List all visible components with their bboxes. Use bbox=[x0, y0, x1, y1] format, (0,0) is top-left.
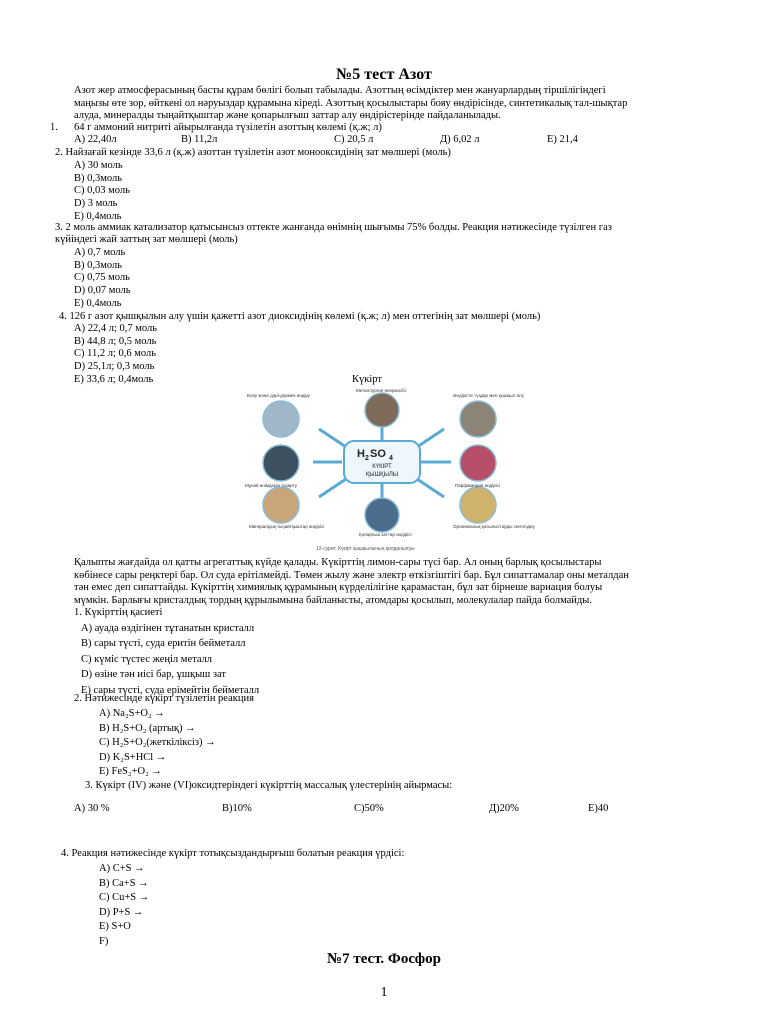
sulfuric-acid-diagram bbox=[241, 387, 535, 554]
option-e: Е) S+O bbox=[99, 921, 131, 933]
option-c: С) 0,03 моль bbox=[74, 185, 130, 197]
page-title: №5 тест Азот bbox=[336, 66, 432, 83]
option-c: С) Cu+S → bbox=[99, 892, 150, 904]
option-a: А) Na₂S+O₂ → bbox=[99, 708, 165, 719]
option-b: В) H₂S+O₂ (артық) → bbox=[99, 722, 196, 734]
option-a: А) ауада өздігінен тұтанатын кристалл bbox=[81, 623, 255, 634]
figure-label: Парфюмерия өндірісі bbox=[455, 483, 500, 488]
option-a: А) 22,4 л; 0,7 моль bbox=[74, 323, 158, 334]
oil-refining-icon bbox=[263, 445, 299, 481]
option-c: С) күміс түстес жеңіл металл bbox=[81, 653, 213, 665]
option-b: В) 0,3моль bbox=[74, 259, 123, 271]
formula-sub: 4 bbox=[389, 455, 393, 462]
azot-intro-line: маңызы өте зор, өйткені ол нәруыздар құрамына кіреді. Азоттың қосылыстары бояу өндірісінде, синтетикалық тал-шықтар bbox=[74, 97, 628, 109]
option-a: А) 22,40л bbox=[74, 134, 117, 145]
formula-sub: 2 bbox=[365, 455, 369, 462]
page-number: 1 bbox=[380, 985, 388, 1000]
formula-so: SO bbox=[370, 448, 386, 460]
options-list bbox=[74, 160, 130, 224]
figure-label: Қопарғыш заттар өндірісі bbox=[359, 532, 412, 537]
options-list bbox=[74, 247, 131, 311]
option-e: Е)40 bbox=[588, 803, 609, 814]
question-text: 64 г аммоний нитриті айырылғанда түзілетін азоттың көлемі (қ.ж; л) bbox=[74, 122, 382, 133]
option-e: Е) FeS₂+O₂ → bbox=[99, 766, 162, 778]
figure-label: Органикалық қосылыстарды синтездеу bbox=[453, 524, 535, 529]
option-b: В) 0,3моль bbox=[74, 172, 123, 184]
metallurgy-icon bbox=[365, 393, 399, 427]
fertilizer-icon bbox=[263, 487, 299, 523]
question-text-cont: күйіндегі жай заттың зат мөлшері (моль) bbox=[55, 234, 238, 245]
sulfuric-acid-figure bbox=[241, 387, 535, 554]
option-d: Д)20% bbox=[489, 803, 519, 814]
option-b: В) Ca+S → bbox=[99, 877, 149, 889]
option-e: Е) 0,4моль bbox=[74, 297, 122, 309]
azot-intro-line: алуда, минералды тыңайтқыштар және қопарылғыш заттар алу өндірістерінде пайдаланылады. bbox=[74, 110, 501, 122]
organic-synthesis-icon bbox=[460, 487, 496, 523]
question-text: 1. Күкірттің қасиеті bbox=[74, 607, 163, 618]
question-text: 3. 2 моль аммиак катализатор қатысынсыз оттекте жанғанда өнімнің шығымы 75% болды. Реакция нәтижесінде түзілген газ bbox=[55, 222, 612, 233]
paragraph-line: көбінесе сары реңктері бар. Ол суда ерітілмейді. Төмен жылу және электр өткізгіштігі бар. Бұл сипаттамалар оны металдан bbox=[74, 569, 629, 581]
center-label: ҚЫШҚЫЛЫ bbox=[365, 472, 399, 478]
options-list bbox=[81, 621, 259, 698]
paragraph-line: Қалыпты жағдайда ол қатты агрегаттық күйде қалады. Күкірттің лимон-сары түсі бар. Ал оның барлық қосылыстары bbox=[74, 557, 602, 568]
options-row bbox=[74, 134, 694, 147]
options-list bbox=[99, 862, 149, 950]
option-b: В) 44,8 л; 0,5 моль bbox=[74, 335, 157, 347]
question-text: 2. Найзағай кезінде 33,6 л (қ.ж) азоттан түзілетін азот монооксидінің зат мөлшері (моль) bbox=[55, 147, 451, 158]
option-d: D) өзіне тән иісі бар, ұшқыш зат bbox=[81, 669, 226, 681]
paragraph-line: мүмкін. Барлығы кристалдық тордың құрылымына байланысты, атомдары қосылып, молекулалар пайда болмайды. bbox=[74, 595, 592, 607]
option-c: С) 0,75 моль bbox=[74, 272, 130, 284]
option-b: В)10% bbox=[222, 803, 252, 814]
paint-medicine-icon bbox=[263, 401, 299, 437]
option-e: Е) 21,4 bbox=[547, 134, 578, 145]
figure-label: Мұнай өнімдерін тазарту bbox=[245, 483, 297, 488]
figure-label: Бояу және дәрі-дәрмек өндіру bbox=[247, 393, 311, 398]
option-d: D) K₂S+HCl → bbox=[99, 751, 167, 763]
option-d: D) 25,1л; 0,3 моль bbox=[74, 361, 155, 373]
option-e: Е) 0,4моль bbox=[74, 210, 122, 222]
options-list bbox=[99, 707, 216, 780]
figure-label: Минералдық тыңайтқыштар өндірісі bbox=[249, 524, 325, 529]
option-e: Е) сары түсті, суда ерімейтін бейметалл bbox=[81, 684, 260, 696]
options-row bbox=[74, 803, 694, 816]
sulfur-description bbox=[74, 557, 694, 608]
question-text: 4. Реакция нәтижесінде күкірт тотықсыздандырғыш болатын реакция үрдісі: bbox=[61, 848, 405, 859]
option-d: D) P+S → bbox=[99, 906, 144, 918]
option-d: D) 3 моль bbox=[74, 198, 118, 210]
azot-intro bbox=[74, 85, 694, 123]
option-f: F) bbox=[99, 935, 109, 947]
options-list bbox=[74, 323, 157, 387]
option-d: D) 0,07 моль bbox=[74, 285, 131, 297]
question-text: 4. 126 г азот қышқылын алу үшін қажетті азот диоксидінің көлемі (қ.ж; л) мен оттегінің зат мөлшері (моль) bbox=[59, 311, 541, 322]
option-b: В) 11,2л bbox=[181, 134, 218, 145]
option-c: С) 11,2 л; 0,6 моль bbox=[74, 348, 157, 360]
center-label: КҮКІРТ bbox=[372, 464, 392, 470]
option-c: С)50% bbox=[354, 803, 384, 814]
option-a: А) 30 % bbox=[74, 803, 110, 814]
paragraph-line: тән емес деп сипаттайды. Күкірттің химиялық құрамының күрделілігіне қарамастан, бұл зат бірнеше вариация болуы bbox=[74, 582, 603, 594]
azot-intro-line: Азот жер атмосферасының басты құрам бөлігі болып табылады. Азоттың өсімдіктер мен жануарлардың тіршілігіндегі bbox=[74, 85, 606, 96]
section-heading: Күкірт bbox=[352, 374, 382, 385]
question-text: 2. Нәтижесінде күкірт түзілетін реакция bbox=[74, 693, 254, 704]
figure-label: Металлургия өнеркәсібі bbox=[356, 388, 406, 393]
explosives-icon bbox=[365, 498, 399, 532]
question-number: 1. bbox=[50, 122, 58, 133]
salts-acids-icon bbox=[460, 401, 496, 437]
section-title: №7 тест. Фосфор bbox=[327, 951, 441, 967]
option-e: Е) 33,6 л; 0,4моль bbox=[74, 373, 154, 385]
figure-caption: 12-сурет. Күкірт қышқылының қолданылуы bbox=[316, 546, 415, 552]
option-c: С) H₂S+O₂(жеткіліксіз) → bbox=[99, 737, 216, 749]
figure-label: Өндірісте түздар мен қышқыл алу bbox=[453, 393, 524, 398]
perfume-icon bbox=[460, 445, 496, 481]
option-c: С) 20,5 л bbox=[334, 134, 374, 145]
option-a: А) 0,7 моль bbox=[74, 247, 126, 258]
formula-h: H bbox=[357, 448, 365, 460]
question-text: 3. Күкірт (IV) және (VI)оксидтеріндегі күкірттің массалық үлестерінің айырмасы: bbox=[85, 780, 453, 791]
option-a: А) C+S → bbox=[99, 863, 145, 874]
option-d: Д) 6,02 л bbox=[440, 134, 480, 145]
option-b: В) сары түсті, суда еритін бейметалл bbox=[81, 638, 246, 650]
option-a: А) 30 моль bbox=[74, 160, 123, 171]
